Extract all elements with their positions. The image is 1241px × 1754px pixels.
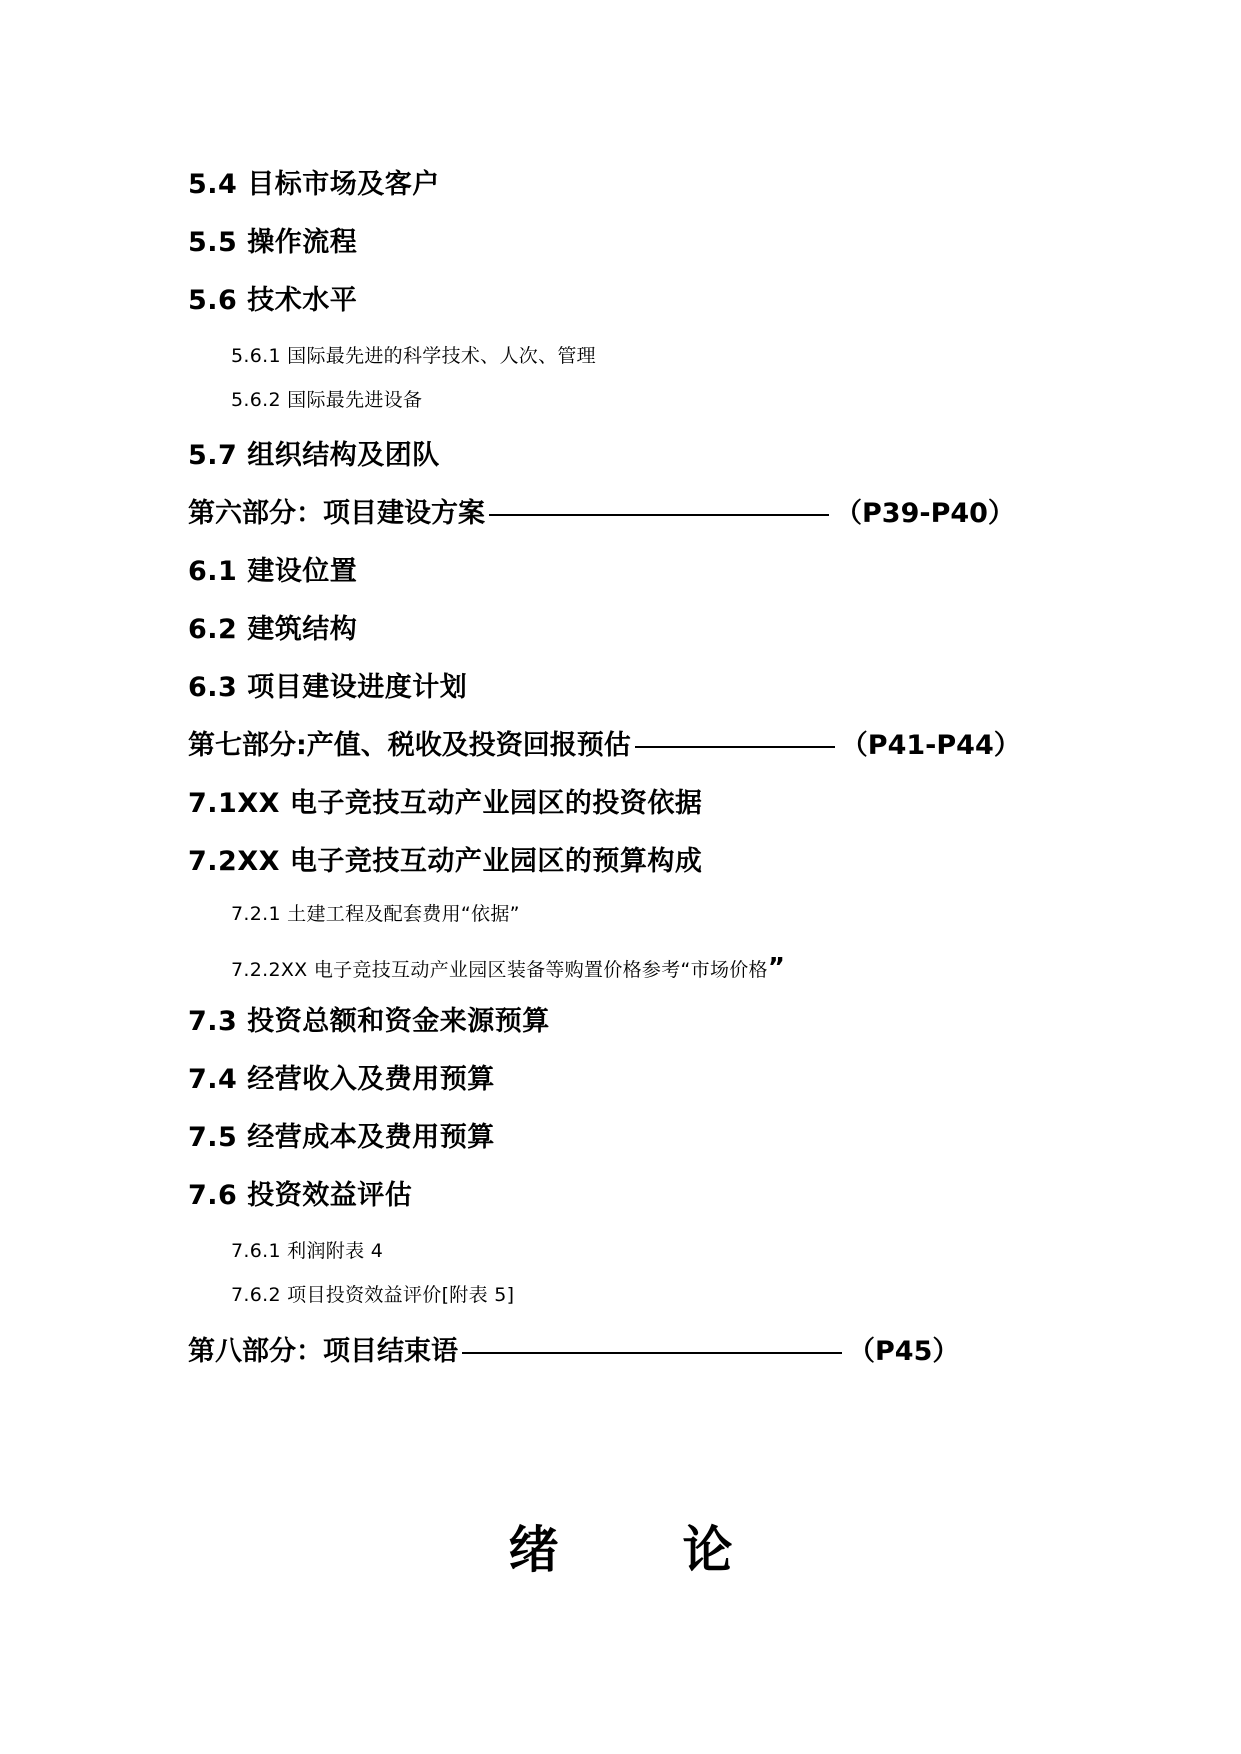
toc-entry-7-2-1: 7.2.1 土建工程及配套费用“依据” xyxy=(231,903,520,925)
toc-entry-7-2-2 xyxy=(231,955,785,981)
toc-entry-5-7: 5.7 组织结构及团队 xyxy=(188,440,440,471)
toc-entry-5-4: 5.4 目标市场及客户 xyxy=(188,169,440,200)
toc-entry-7-6-1: 7.6.1 利润附表 4 xyxy=(231,1240,384,1262)
toc-entry-5-5: 5.5 操作流程 xyxy=(188,227,358,258)
toc-entry-7-5: 7.5 经营成本及费用预算 xyxy=(188,1122,495,1153)
toc-part-7-leader-line xyxy=(635,746,835,748)
toc-entry-5-6-2: 5.6.2 国际最先进设备 xyxy=(231,389,423,411)
toc-part-8-pages: （P45） xyxy=(848,1336,960,1367)
toc-entry-6-1: 6.1 建设位置 xyxy=(188,556,358,587)
toc-part-8-leader-line xyxy=(462,1352,842,1354)
toc-entry-7-2: 7.2XX 电子竞技互动产业园区的预算构成 xyxy=(188,846,703,877)
toc-entry-5-6: 5.6 技术水平 xyxy=(188,285,358,316)
toc-entry-6-3: 6.3 项目建设进度计划 xyxy=(188,672,468,703)
toc-entry-7-2-2-closing-quote: ” xyxy=(767,953,786,983)
toc-entry-6-2: 6.2 建筑结构 xyxy=(188,614,358,645)
toc-entry-5-6-1: 5.6.1 国际最先进的科学技术、人次、管理 xyxy=(231,345,596,367)
toc-part-6-leader-line xyxy=(489,514,829,516)
toc-entry-7-2-2-text: 7.2.2XX 电子竞技互动产业园区装备等购置价格参考“市场价格 xyxy=(231,959,768,981)
toc-entry-7-4: 7.4 经营收入及费用预算 xyxy=(188,1064,495,1095)
section-heading-introduction xyxy=(0,1520,1241,1579)
toc-part-6-title: 第六部分：项目建设方案 xyxy=(188,498,485,529)
toc-part-6 xyxy=(188,500,1015,527)
toc-part-8 xyxy=(188,1338,959,1365)
toc-entry-7-3: 7.3 投资总额和资金来源预算 xyxy=(188,1006,550,1037)
toc-entry-7-6-2: 7.6.2 项目投资效益评价[附表 5] xyxy=(231,1284,515,1306)
toc-part-7 xyxy=(188,732,1021,759)
toc-part-7-title: 第七部分:产值、税收及投资回报预估 xyxy=(188,730,631,761)
section-heading-char-2: 论 xyxy=(682,1520,733,1579)
toc-part-6-pages: （P39-P40） xyxy=(835,498,1015,529)
toc-part-7-pages: （P41-P44） xyxy=(840,730,1021,761)
toc-part-8-title: 第八部分：项目结束语 xyxy=(188,1336,458,1367)
toc-entry-7-6: 7.6 投资效益评估 xyxy=(188,1180,413,1211)
toc-entry-7-1: 7.1XX 电子竞技互动产业园区的投资依据 xyxy=(188,788,703,819)
section-heading-char-1: 绪 xyxy=(508,1520,559,1579)
